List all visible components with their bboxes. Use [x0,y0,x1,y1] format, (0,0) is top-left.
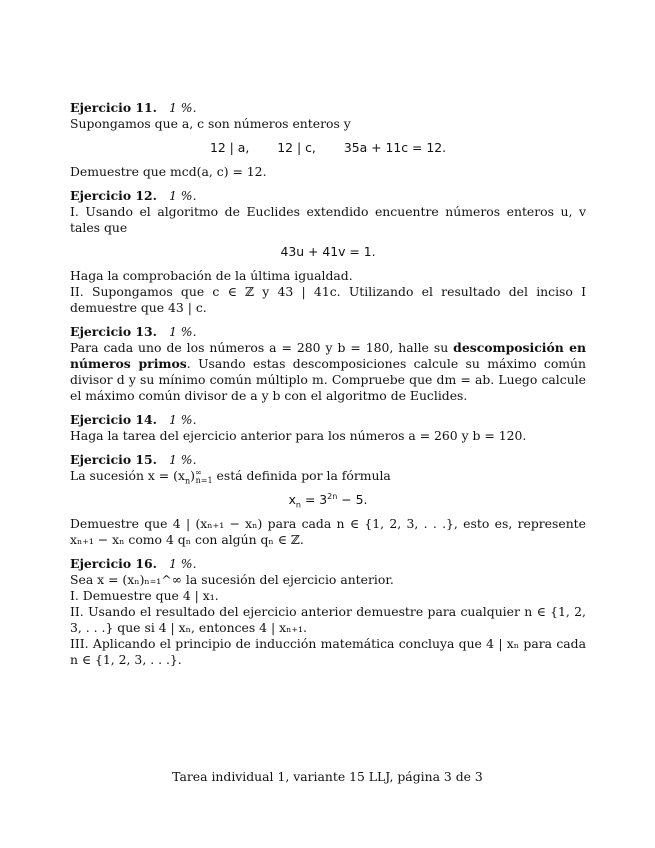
exercise-text: III. Aplicando el principio de inducción matemática concluya que 4 | xₙ para cada n ∈ {1, 2, 3, . . .}. [70,636,586,667]
text-run: La sucesión x = (x [70,468,185,483]
exercise-12 [70,188,586,316]
exercise-11 [70,100,586,180]
exercise-weight: 1 %. [168,324,197,339]
display-equation [70,492,586,508]
exercise-text [70,468,586,484]
display-equation [70,140,586,156]
text-run: ) [190,468,195,483]
exercise-title: Ejercicio 15. [70,452,157,467]
exercise-weight: 1 %. [168,452,197,467]
exercise-title: Ejercicio 11. [70,100,157,115]
bold-term: descomposición en números primos [70,340,586,371]
exercise-16-header [70,556,586,572]
exercise-text [70,340,586,404]
exercise-14 [70,412,586,444]
exercise-text: Demuestre que mcd(a, c) = 12. [70,164,267,179]
superscript: 2n [327,491,338,501]
exercise-weight: 1 %. [168,412,197,427]
exercise-15 [70,452,586,548]
subscript: n=1 [195,476,213,486]
equation-part: − 5. [337,492,368,507]
exercise-15-header [70,452,586,468]
exercise-16 [70,556,586,668]
equation-part: 12 | a, [209,140,250,155]
exercise-text: II. Supongamos que c ∈ ℤ y 43 | 41c. Utilizando el resultado del inciso I demuestre que 43 | c. [70,284,586,315]
text-run: Para cada uno de los números a = 280 y b = 180, halle su [70,340,454,355]
exercise-weight: 1 %. [168,188,197,203]
exercise-text: II. Usando el resultado del ejercicio anterior demuestre para cualquier n ∈ {1, 2, 3, . . .} que si 4 | xₙ, entonces 4 | xₙ₊₁. [70,604,586,635]
display-equation: 43u + 41v = 1. [280,244,376,259]
exercise-13-header [70,324,586,340]
exercise-11-header [70,100,586,116]
exercise-13 [70,324,586,404]
equation-part: = 3 [301,492,328,507]
exercise-text: Demuestre que 4 | (xₙ₊₁ − xₙ) para cada n ∈ {1, 2, 3, . . .}, esto es, represente xₙ₊₁ − xₙ como 4 qₙ con algún qₙ ∈ ℤ. [70,516,586,547]
equation-part: x [288,492,296,507]
exercise-14-header [70,412,586,428]
subscript: n [295,500,301,510]
exercise-12-header [70,188,586,204]
superscript: ∞ [194,467,202,477]
exercise-title: Ejercicio 12. [70,188,157,203]
document-body [70,100,586,676]
exercise-title: Ejercicio 14. [70,412,157,427]
exercise-text: I. Demuestre que 4 | x₁. [70,588,219,603]
equation-part: 12 | c, [277,140,316,155]
exercise-text: I. Usando el algoritmo de Euclides extendido encuentre números enteros u, v tales que [70,204,586,235]
subscript: n [184,476,191,486]
exercise-title: Ejercicio 16. [70,556,157,571]
exercise-text: Supongamos que a, c son números enteros y [70,116,351,131]
exercise-title: Ejercicio 13. [70,324,157,339]
exercise-text: Haga la tarea del ejercicio anterior para los números a = 260 y b = 120. [70,428,527,443]
text-run: . Usando estas descomposiciones calcule su máximo común divisor d y su mínimo común múltiplo m. Compruebe que dm = ab. Luego calcule el máximo común divisor de a y b con el algoritmo de Euclides. [70,356,587,403]
equation-part: 35a + 11c = 12. [343,140,447,155]
exercise-weight: 1 %. [168,100,197,115]
page-footer: Tarea individual 1, variante 15 LLJ, página 3 de 3 [172,769,483,784]
exercise-weight: 1 %. [168,556,197,571]
exercise-text: Haga la comprobación de la última igualdad. [70,268,353,283]
text-run: está definida por la fórmula [212,468,391,483]
exercise-text: Sea x = (xₙ)ₙ₌₁^∞ la sucesión del ejercicio anterior. [70,572,394,587]
